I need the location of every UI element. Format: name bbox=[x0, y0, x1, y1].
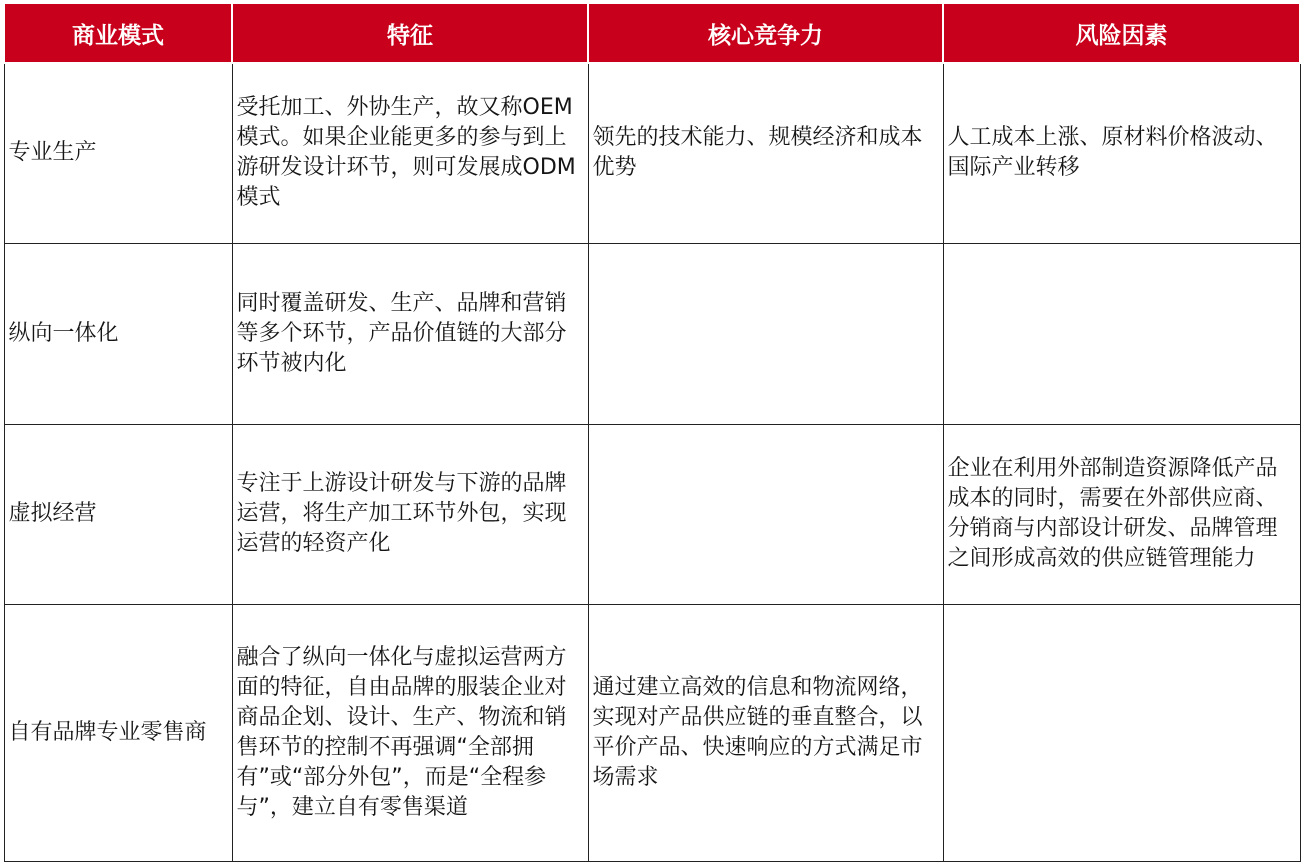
table-row bbox=[4, 424, 1300, 604]
business-model-table bbox=[3, 2, 1301, 862]
cell-risk bbox=[943, 243, 1300, 424]
cell-risk: 人工成本上涨、原材料价格波动、国际产业转移 bbox=[943, 63, 1300, 243]
header-core-competitiveness: 核心竞争力 bbox=[588, 3, 943, 63]
table-row bbox=[4, 63, 1300, 243]
header-risk-factors: 风险因素 bbox=[943, 3, 1300, 63]
cell-competitiveness bbox=[588, 243, 943, 424]
cell-feature: 专注于上游设计研发与下游的品牌运营，将生产加工环节外包，实现运营的轻资产化 bbox=[232, 424, 588, 604]
cell-feature: 受托加工、外协生产，故又称OEM模式。如果企业能更多的参与到上游研发设计环节，则可发展成ODM模式 bbox=[232, 63, 588, 243]
cell-competitiveness bbox=[588, 424, 943, 604]
cell-feature: 融合了纵向一体化与虚拟运营两方面的特征，自由品牌的服装企业对商品企划、设计、生产、物流和销售环节的控制不再强调“全部拥有”或“部分外包”，而是“全程参与”，建立自有零售渠道 bbox=[232, 604, 588, 861]
table-row bbox=[4, 604, 1300, 861]
cell-risk: 企业在利用外部制造资源降低产品成本的同时，需要在外部供应商、分销商与内部设计研发、品牌管理之间形成高效的供应链管理能力 bbox=[943, 424, 1300, 604]
cell-model: 虚拟经营 bbox=[4, 424, 232, 604]
header-business-model: 商业模式 bbox=[4, 3, 232, 63]
cell-model: 专业生产 bbox=[4, 63, 232, 243]
table-row bbox=[4, 243, 1300, 424]
header-row bbox=[4, 3, 1300, 63]
cell-feature: 同时覆盖研发、生产、品牌和营销等多个环节，产品价值链的大部分环节被内化 bbox=[232, 243, 588, 424]
cell-model: 自有品牌专业零售商 bbox=[4, 604, 232, 861]
header-feature: 特征 bbox=[232, 3, 588, 63]
cell-competitiveness: 领先的技术能力、规模经济和成本优势 bbox=[588, 63, 943, 243]
business-model-table-wrapper bbox=[3, 2, 1299, 862]
cell-model: 纵向一体化 bbox=[4, 243, 232, 424]
cell-risk bbox=[943, 604, 1300, 861]
cell-competitiveness: 通过建立高效的信息和物流网络，实现对产品供应链的垂直整合，以平价产品、快速响应的方式满足市场需求 bbox=[588, 604, 943, 861]
